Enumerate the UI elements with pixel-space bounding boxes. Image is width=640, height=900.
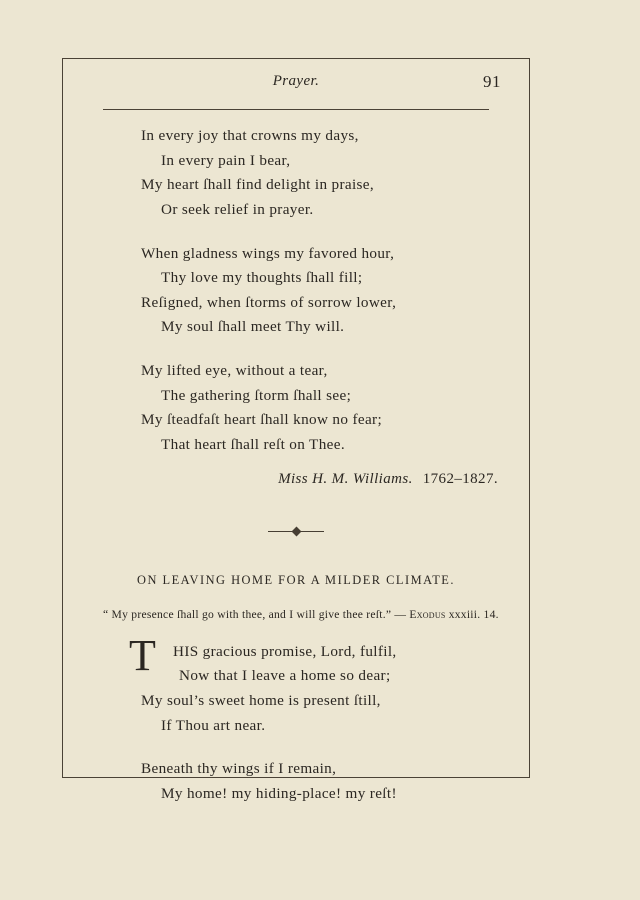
drop-cap: T — [129, 630, 156, 680]
poem-prayer — [89, 124, 503, 491]
poem-line: HIS gracious promise, Lord, fulfil, — [173, 642, 397, 660]
page-number: 91 — [483, 72, 501, 91]
poem-line: In every pain I bear, — [161, 151, 291, 169]
page-content — [63, 59, 529, 802]
page-border-frame — [62, 58, 530, 802]
running-head-title: Prayer. — [272, 73, 320, 89]
running-header — [89, 73, 503, 103]
poem-line: Or seek relief in prayer. — [161, 200, 314, 218]
poem-attribution — [89, 467, 503, 491]
poem-line: Now that I leave a home so dear; — [179, 667, 391, 685]
poem-line: If Thou art near. — [161, 716, 266, 734]
poem-line: That heart ſhall reſt on Thee. — [161, 435, 345, 453]
poem-line: Reſigned, when ſtorms of sorrow lower, — [141, 293, 397, 311]
stanza — [89, 124, 503, 223]
poem-line: My ſteadfaſt heart ſhall know no fear; — [141, 411, 383, 429]
poem-line: My soul’s sweet home is present ſtill, — [141, 692, 381, 710]
poem-line: My heart ſhall find delight in praise, — [141, 176, 375, 194]
poem-line: The gathering ſtorm ſhall see; — [161, 386, 352, 404]
poem-line: My lifted eye, without a tear, — [141, 362, 328, 379]
poem-line: In every joy that crowns my days, — [141, 127, 359, 144]
author-dates: 1762–1827. — [422, 470, 498, 487]
stanza — [89, 757, 503, 806]
epigraph-reference: xxxiii. 14. — [445, 607, 499, 621]
diamond-rule-ornament — [89, 515, 503, 549]
poem-on-leaving-home — [89, 630, 503, 807]
epigraph-text: “ My presence ſhall go with thee, and I will give thee reſt.” — — [103, 607, 410, 621]
epigraph — [89, 606, 503, 624]
poem-line: Thy love my thoughts ſhall fill; — [161, 269, 363, 287]
epigraph-source: Exodus — [409, 607, 446, 621]
poem-line: My home! my hiding-place! my reſt! — [161, 784, 397, 802]
poem-line: Beneath thy wings if I remain, — [141, 760, 337, 778]
header-rule — [103, 109, 489, 110]
author-name: Miss H. M. Williams. — [278, 470, 413, 487]
stanza — [89, 359, 503, 458]
section-title: ON LEAVING HOME FOR A MILDER CLIMATE. — [137, 572, 455, 587]
poem-line: When gladness wings my favored hour, — [141, 244, 395, 262]
stanza — [89, 242, 503, 341]
stanza — [89, 630, 503, 739]
ornament-diamond-icon — [291, 526, 301, 536]
poem-line: My soul ſhall meet Thy will. — [161, 318, 345, 336]
